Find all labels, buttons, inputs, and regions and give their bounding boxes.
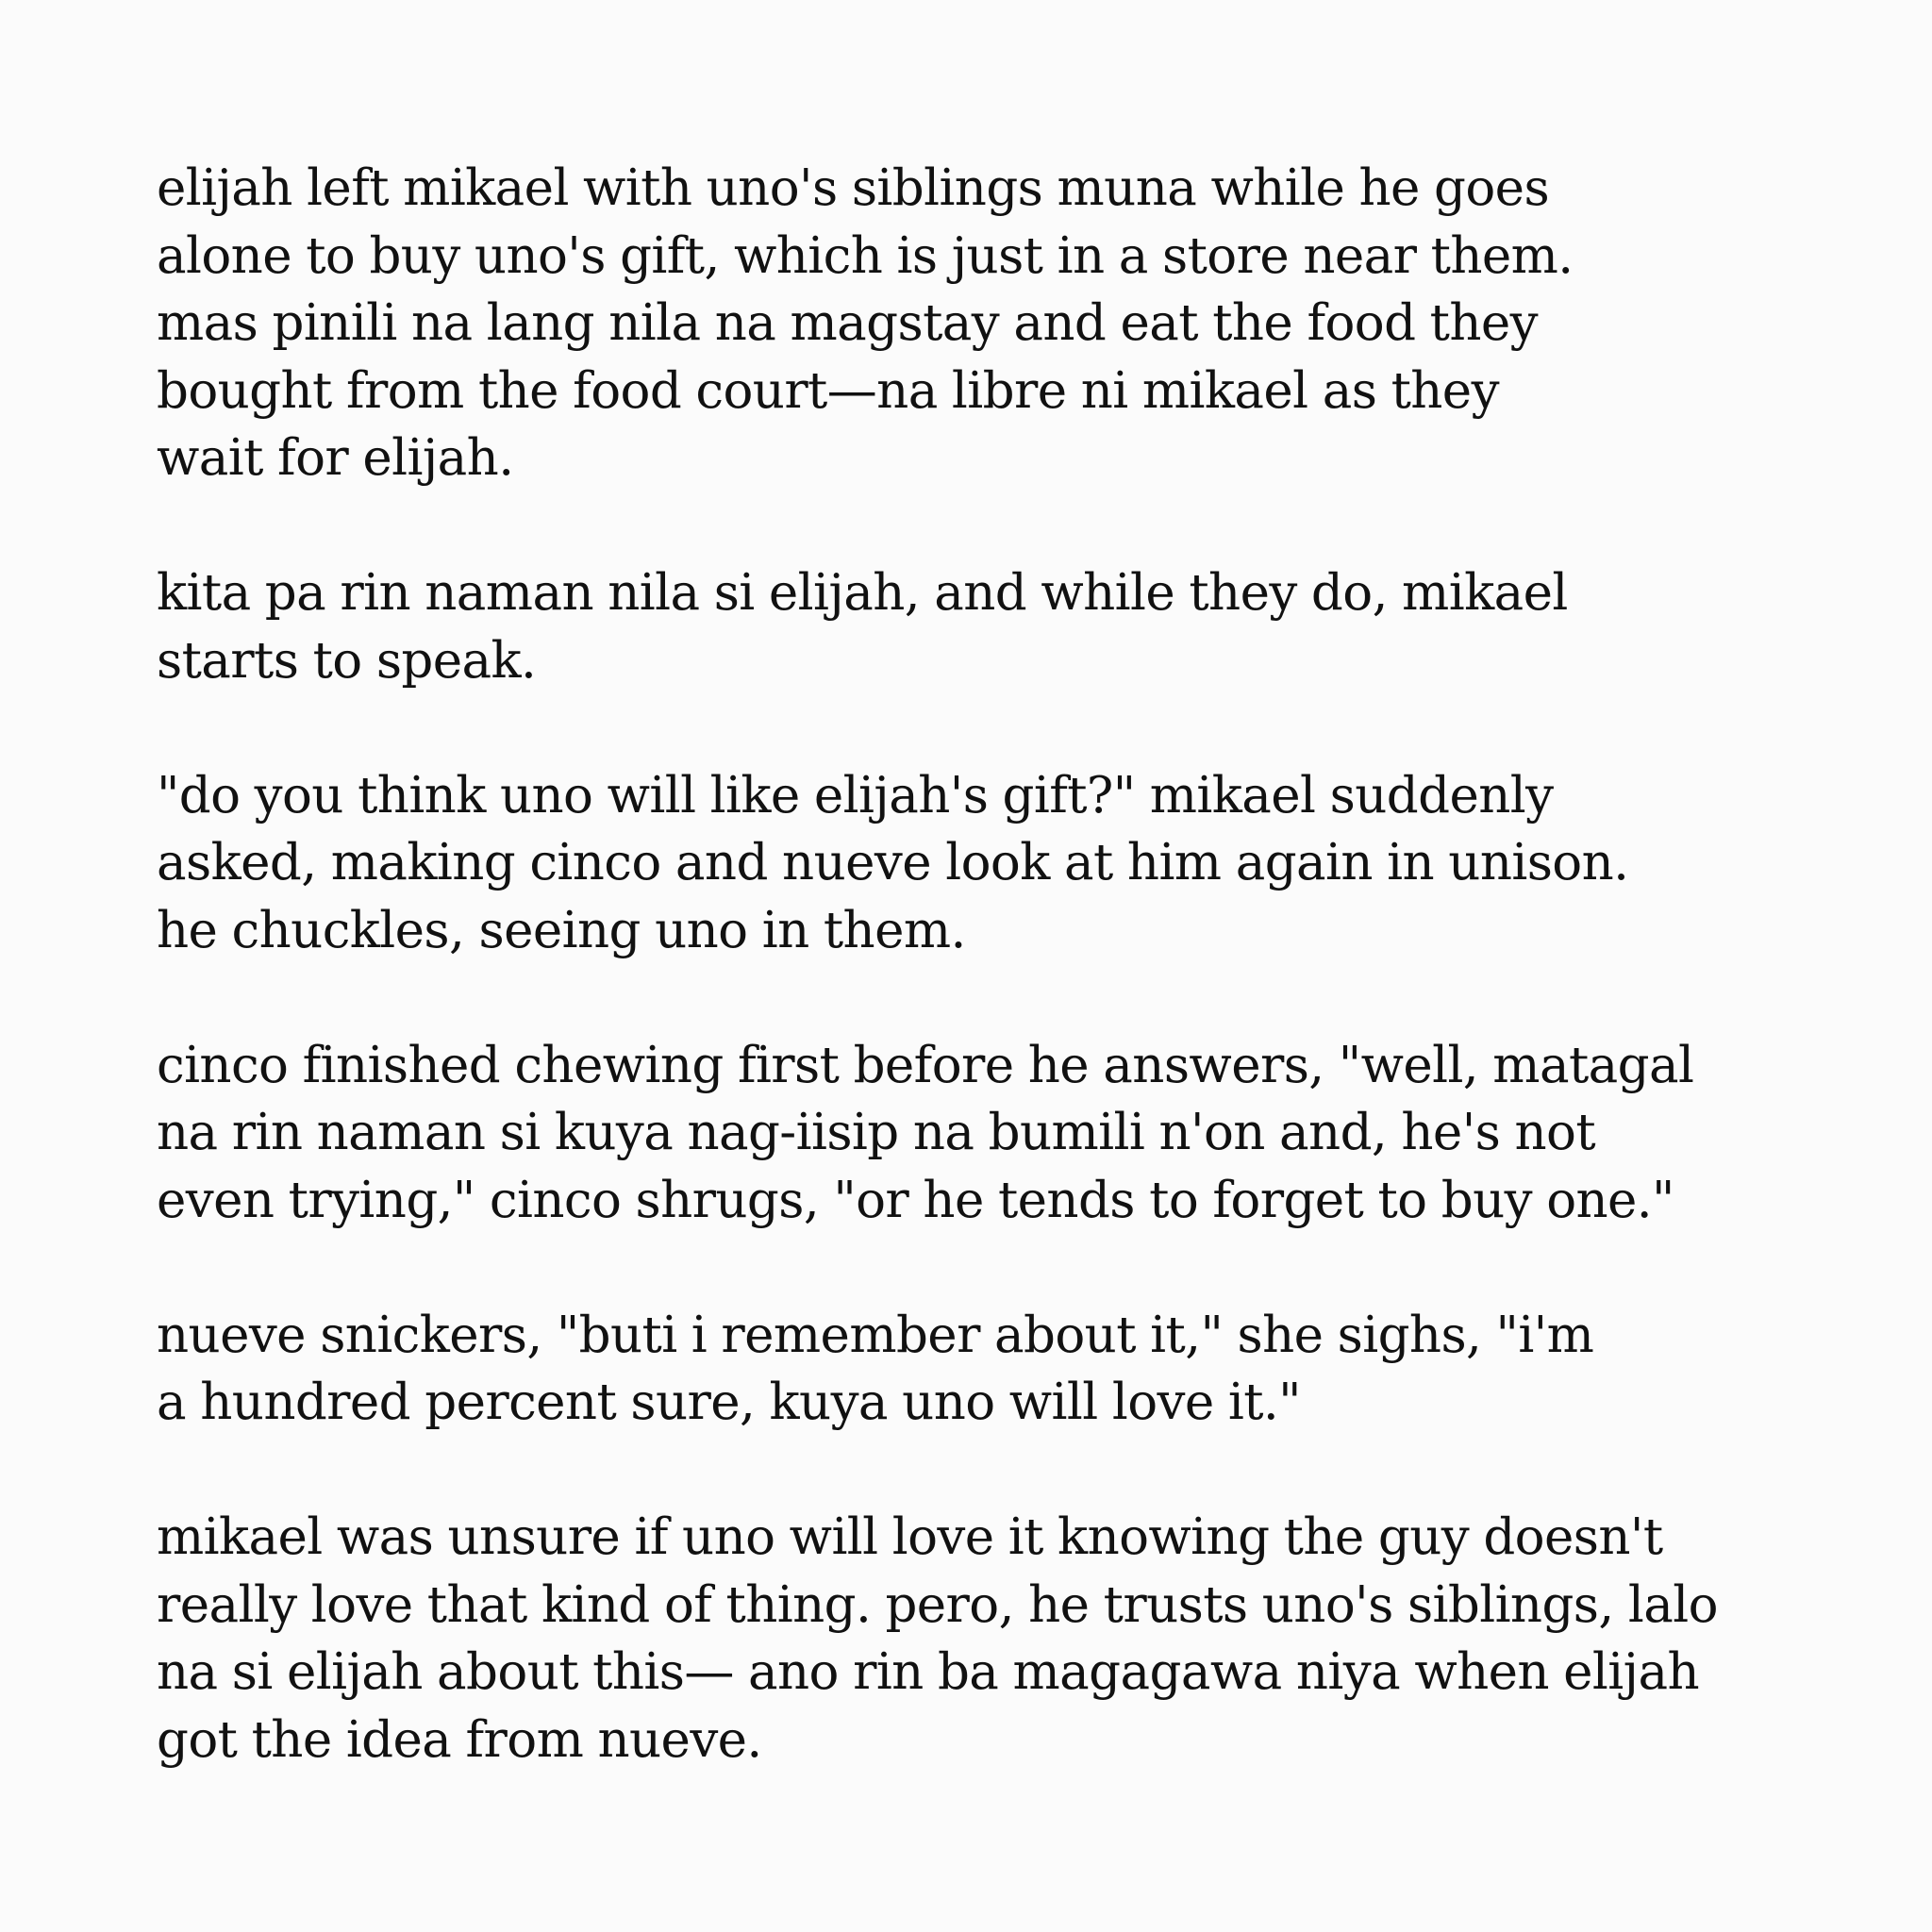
- text-line: "do you think uno will like elijah's gift?" mikael suddenly: [157, 766, 1554, 824]
- paragraph-2: [157, 559, 1817, 694]
- text-line: na rin naman si kuya nag-iisip na bumili n'on and, he's not: [157, 1104, 1596, 1161]
- paragraph-5: [157, 1302, 1817, 1437]
- text-line: even trying," cinco shrugs, "or he tends to forget to buy one.": [157, 1171, 1674, 1229]
- text-line: na si elijah about this— ano rin ba magagawa niya when elijah: [157, 1643, 1699, 1701]
- paragraph-6: [157, 1504, 1817, 1774]
- text-line: he chuckles, seeing uno in them.: [157, 901, 966, 959]
- text-line: got the idea from nueve.: [157, 1710, 762, 1769]
- text-line: asked, making cinco and nueve look at him again in unison.: [157, 834, 1629, 891]
- text-line: bought from the food court—na libre ni mikael as they: [157, 361, 1499, 420]
- text-line: nueve snickers, "buti i remember about it," she sighs, "i'm: [157, 1306, 1594, 1364]
- text-line: mikael was unsure if uno will love it knowing the guy doesn't: [157, 1508, 1663, 1566]
- text-line: alone to buy uno's gift, which is just in a store near them.: [157, 226, 1574, 285]
- text-line: wait for elijah.: [157, 429, 514, 487]
- story-page: [157, 155, 1817, 1841]
- paragraph-3: [157, 762, 1817, 965]
- text-line: a hundred percent sure, kuya uno will love it.": [157, 1374, 1301, 1431]
- text-line: elijah left mikael with uno's siblings muna while he goes: [157, 159, 1550, 217]
- text-line: starts to speak.: [157, 631, 537, 690]
- paragraph-4: [157, 1032, 1817, 1235]
- text-line: cinco finished chewing first before he answers, "well, matagal: [157, 1036, 1694, 1094]
- text-line: really love that kind of thing. pero, he trusts uno's siblings, lalo: [157, 1575, 1718, 1634]
- text-line: kita pa rin naman nila si elijah, and while they do, mikael: [157, 564, 1568, 622]
- text-line: mas pinili na lang nila na magstay and eat the food they: [157, 294, 1538, 352]
- paragraph-1: [157, 155, 1817, 492]
